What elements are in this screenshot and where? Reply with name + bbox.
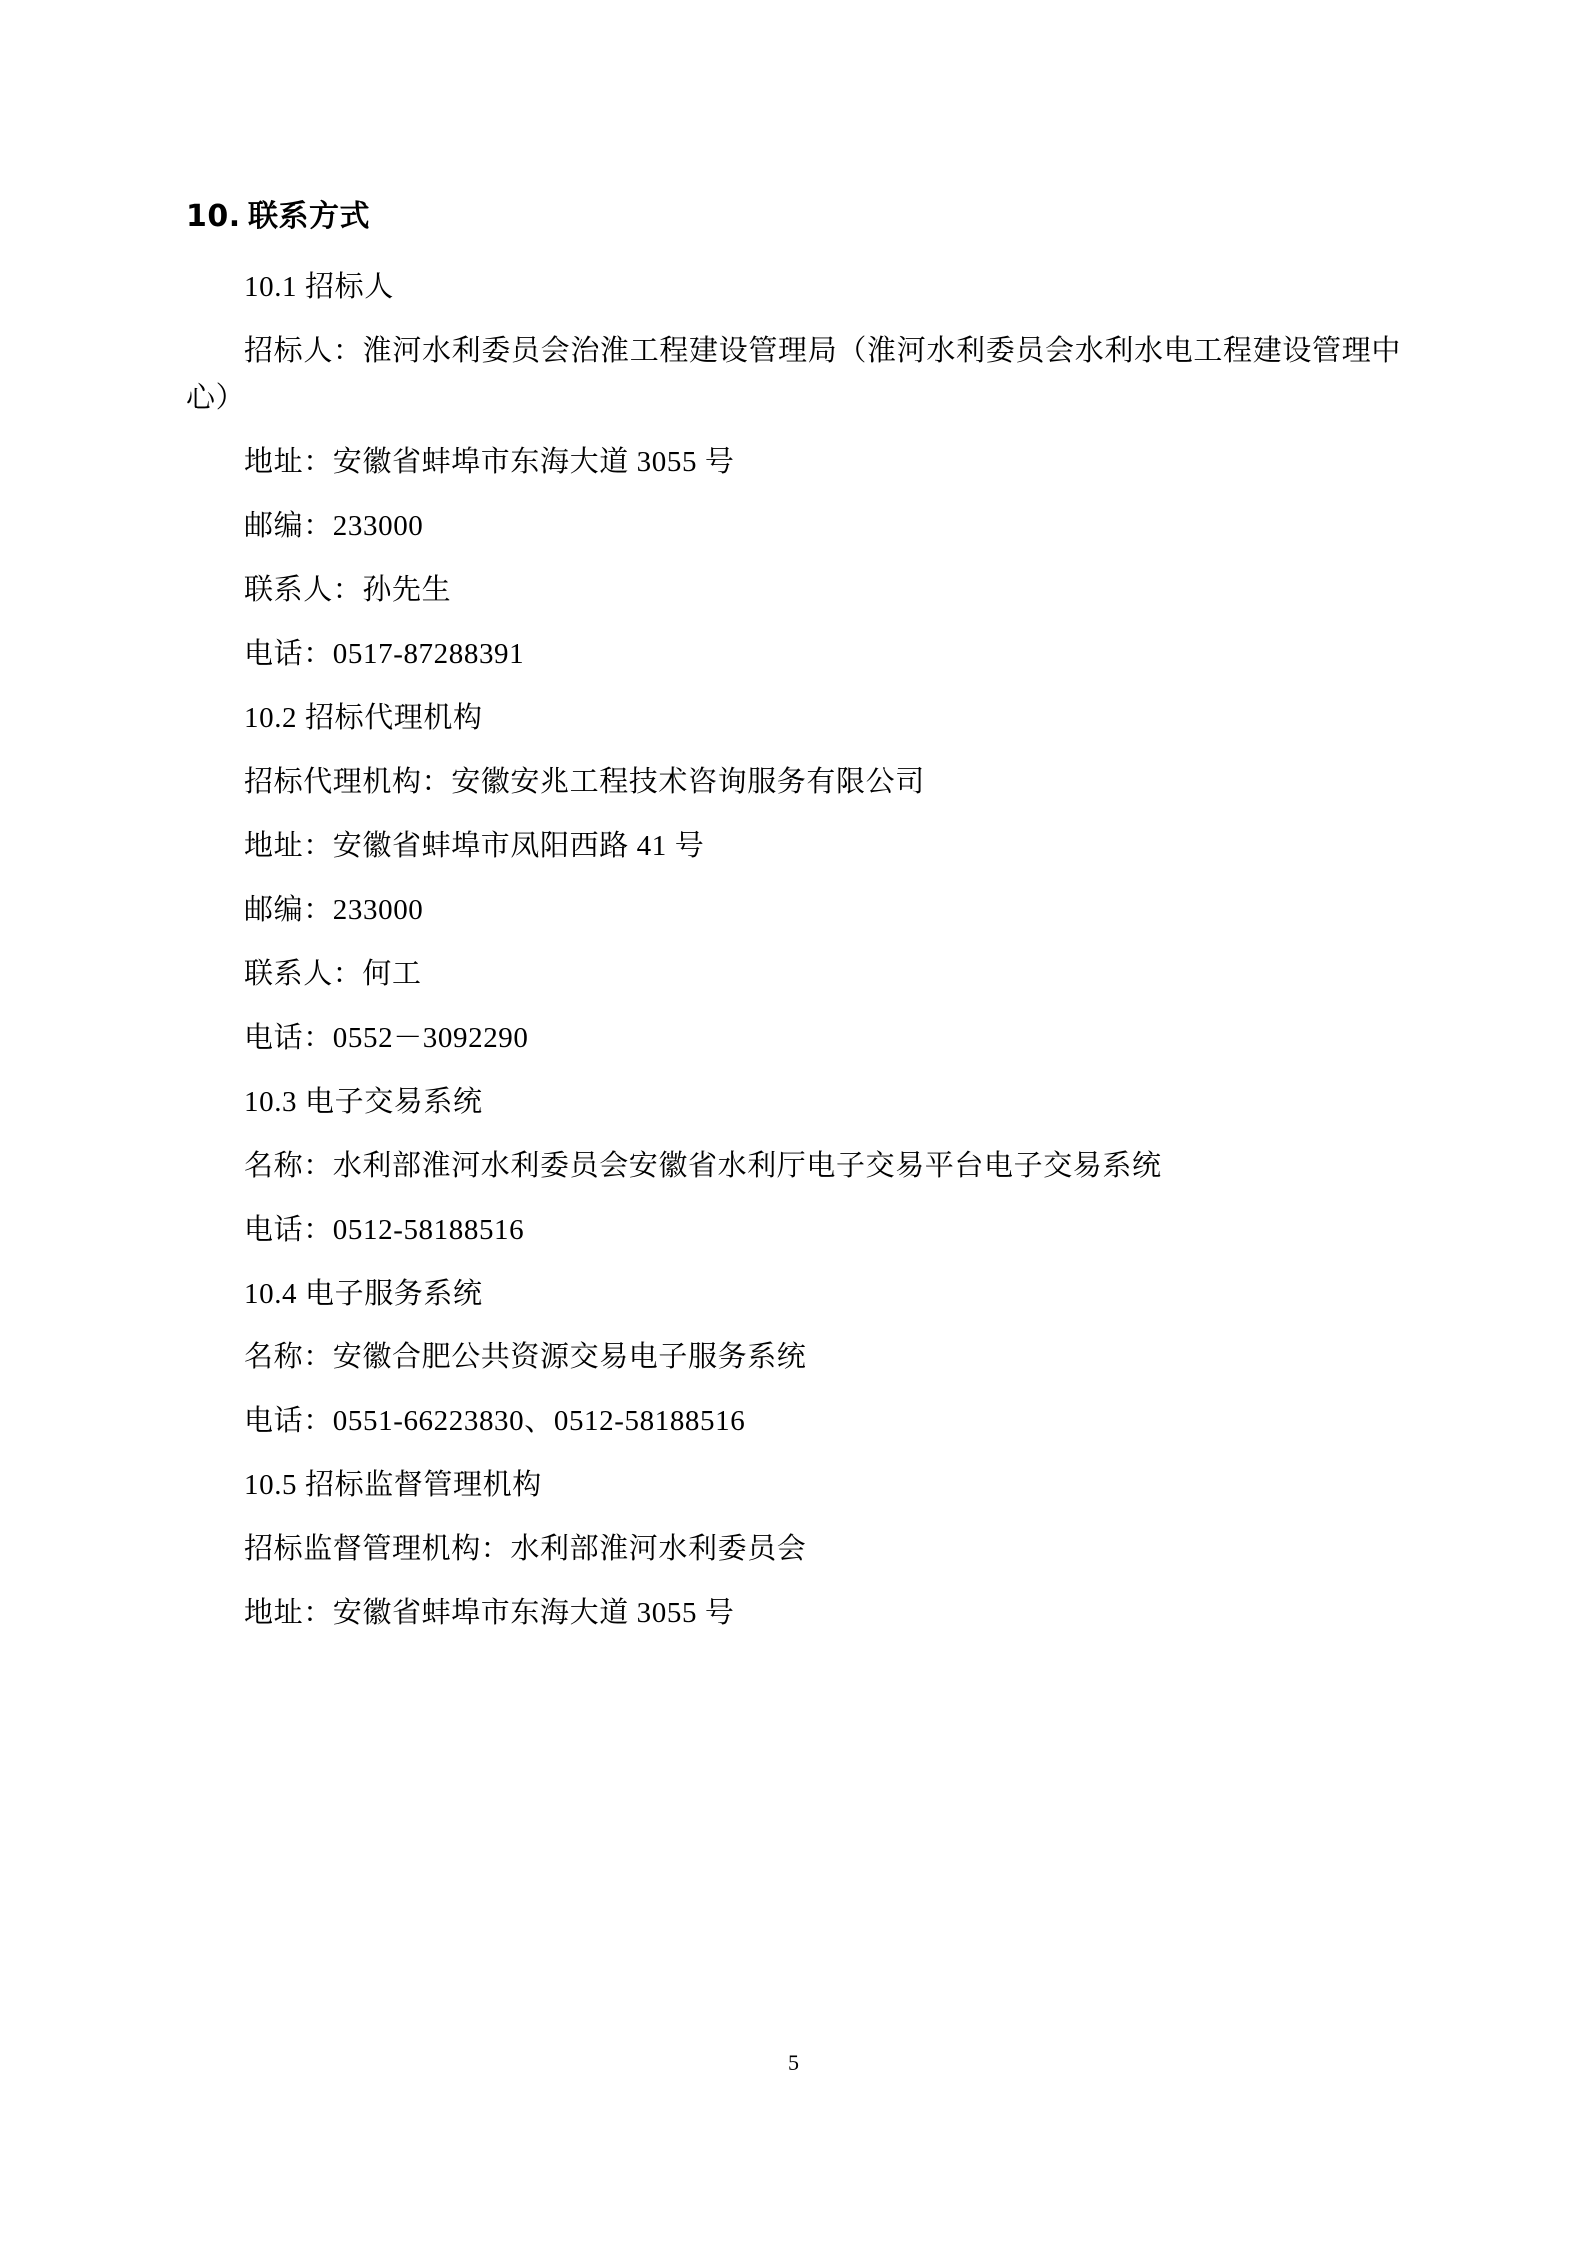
page-number: 5 xyxy=(788,2050,799,2075)
paragraph-sec-10-4-phone: 电话：0551-66223830、0512-58188516 xyxy=(244,1405,746,1438)
paragraph-sec-10-1-address: 地址：安徽省蚌埠市东海大道 3055 号 xyxy=(244,445,735,478)
paragraph-sec-10-3-title: 10.3 电子交易系统 xyxy=(244,1085,483,1118)
paragraph-sec-10-2-address: 地址：安徽省蚌埠市凤阳西路 41 号 xyxy=(244,829,705,862)
paragraph-sec-10-3-name: 名称：水利部淮河水利委员会安徽省水利厅电子交易平台电子交易系统 xyxy=(244,1149,1162,1182)
paragraph-sec-10-2-contact: 联系人：何工 xyxy=(244,957,422,990)
paragraph-sec-10-2-agency: 招标代理机构：安徽安兆工程技术咨询服务有限公司 xyxy=(244,765,925,798)
paragraph-sec-10-1-phone: 电话：0517-87288391 xyxy=(244,637,525,670)
section-heading-number: 10. xyxy=(186,199,241,234)
paragraph-sec-10-5-address: 地址：安徽省蚌埠市东海大道 3055 号 xyxy=(244,1597,735,1630)
paragraph-sec-10-3-phone: 电话：0512-58188516 xyxy=(244,1213,525,1246)
paragraph-sec-10-2-title: 10.2 招标代理机构 xyxy=(244,701,483,734)
paragraph-sec-10-1-tenderee: 招标人：淮河水利委员会治淮工程建设管理局（淮河水利委员会水利水电工程建设管理中心） xyxy=(186,334,1401,414)
paragraph-sec-10-1-contact: 联系人：孙先生 xyxy=(244,573,452,606)
paragraph-sec-10-1-title: 10.1 招标人 xyxy=(244,271,394,303)
paragraph-sec-10-4-title: 10.4 电子服务系统 xyxy=(244,1277,483,1310)
paragraph-sec-10-1-postcode: 邮编：233000 xyxy=(244,509,424,542)
paragraph-sec-10-5-authority: 招标监督管理机构：水利部淮河水利委员会 xyxy=(244,1533,807,1566)
paragraph-sec-10-4-name: 名称：安徽合肥公共资源交易电子服务系统 xyxy=(244,1341,807,1374)
section-heading xyxy=(186,196,1401,238)
paragraph-sec-10-5-title: 10.5 招标监督管理机构 xyxy=(244,1469,542,1502)
section-heading-title: 联系方式 xyxy=(248,199,370,234)
paragraph-sec-10-2-phone: 电话：0552－3092290 xyxy=(244,1021,529,1054)
paragraph-sec-10-2-postcode: 邮编：233000 xyxy=(244,893,424,926)
document-body xyxy=(186,196,1401,1654)
